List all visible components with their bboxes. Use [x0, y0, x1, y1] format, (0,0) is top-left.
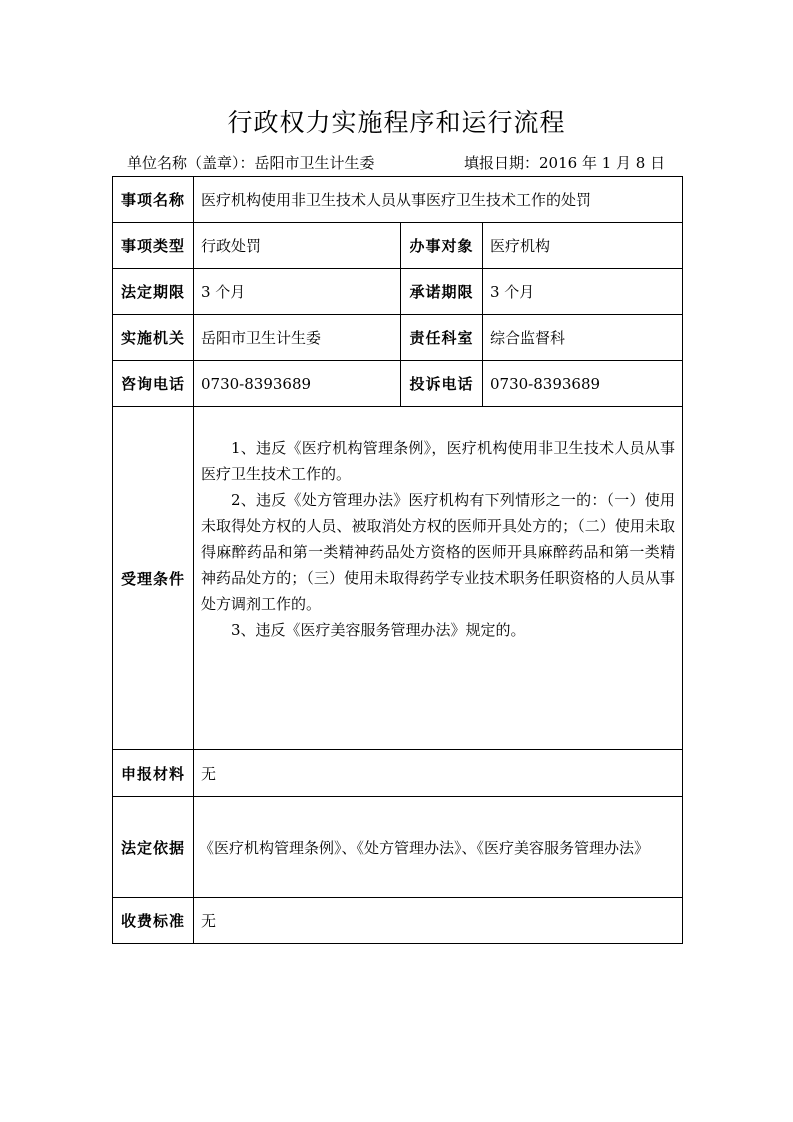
row-agency [113, 315, 683, 361]
condition-paragraph: 2、违反《处方管理办法》医疗机构有下列情形之一的：（一）使用未取得处方权的人员、被取消处方权的医师开具处方的；（二）使用未取得麻醉药品和第一类精神药品处方资格的医师开具麻醉药品和第一类精神药品处方的；（三）使用未取得药学专业技术职务任职资格的人员从事处方调剂工作的。 [201, 491, 676, 613]
info-table [112, 176, 683, 944]
department-label: 责任科室 [401, 315, 483, 361]
row-conditions [113, 407, 683, 750]
agency-value: 岳阳市卫生计生委 [194, 315, 401, 361]
row-legal-basis [113, 797, 683, 898]
item-name-label: 事项名称 [113, 177, 194, 223]
item-type-value: 行政处罚 [194, 223, 401, 269]
condition-paragraph: 3、违反《医疗美容服务管理办法》规定的。 [231, 621, 526, 639]
conditions-value [194, 407, 683, 750]
legal-basis-value: 《医疗机构管理条例》、《处方管理办法》、《医疗美容服务管理办法》 [194, 797, 683, 898]
legal-basis-label: 法定依据 [113, 797, 194, 898]
row-fee [113, 898, 683, 944]
fee-value: 无 [194, 898, 683, 944]
target-label: 办事对象 [401, 223, 483, 269]
row-legal-period [113, 269, 683, 315]
consult-phone-value: 0730-8393689 [194, 361, 401, 407]
unit-name: 单位名称（盖章）：岳阳市卫生计生委 [127, 154, 375, 172]
target-value: 医疗机构 [483, 223, 683, 269]
row-item-type [113, 223, 683, 269]
department-value: 综合监督科 [483, 315, 683, 361]
materials-label: 申报材料 [113, 750, 194, 797]
agency-label: 实施机关 [113, 315, 194, 361]
legal-period-label: 法定期限 [113, 269, 194, 315]
promised-period-value: 3 个月 [483, 269, 683, 315]
item-name-value: 医疗机构使用非卫生技术人员从事医疗卫生技术工作的处罚 [194, 177, 683, 223]
consult-phone-label: 咨询电话 [113, 361, 194, 407]
page-title: 行政权力实施程序和运行流程 [227, 108, 566, 137]
fee-label: 收费标准 [113, 898, 194, 944]
condition-paragraph: 1、违反《医疗机构管理条例》，医疗机构使用非卫生技术人员从事医疗卫生技术工作的。 [201, 439, 676, 483]
legal-period-value: 3 个月 [194, 269, 401, 315]
item-type-label: 事项类型 [113, 223, 194, 269]
conditions-label: 受理条件 [113, 407, 194, 750]
row-phone [113, 361, 683, 407]
row-item-name [113, 177, 683, 223]
promised-period-label: 承诺期限 [401, 269, 483, 315]
fill-date: 填报日期：2016 年 1 月 8 日 [464, 154, 666, 172]
materials-value: 无 [194, 750, 683, 797]
complaint-phone-label: 投诉电话 [401, 361, 483, 407]
complaint-phone-value: 0730-8393689 [483, 361, 683, 407]
row-materials [113, 750, 683, 797]
